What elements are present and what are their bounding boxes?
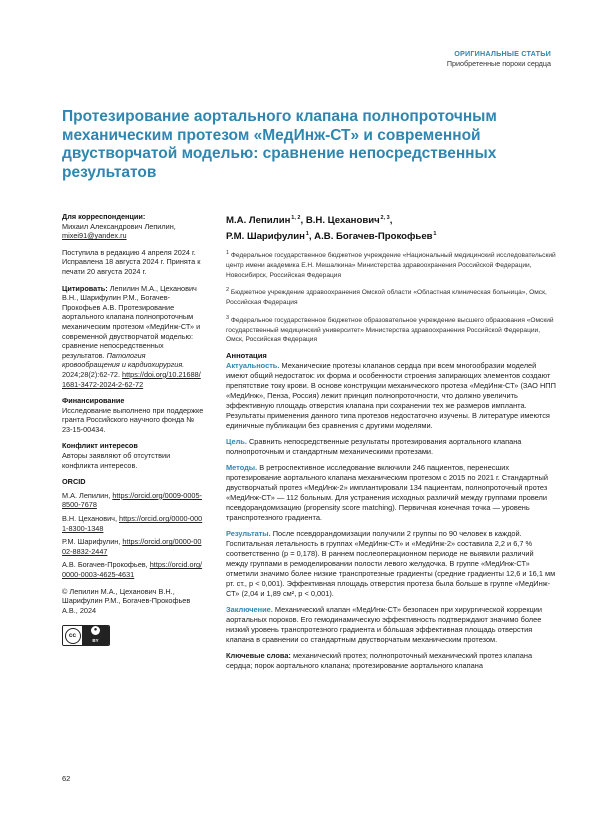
orcid-item (62, 560, 204, 579)
conflict-heading: Конфликт интересов (62, 441, 138, 451)
running-header (447, 49, 551, 69)
abstract-conclusion: Заключение. Механический клапан «МедИнж-СТ» безопасен при хирургической коррекции аортальных пороков. Его гемодинамическую эффективность подтверждают значимо более низкий уровень транспротезного градиента и бóльшая эффективная площадь отверстия клапана в сравнении со стандартным двустворчатым механическим протезом. (226, 604, 543, 644)
author-name: А.В. Богачев-Прокофьев (314, 230, 433, 242)
abstract-aim: Цель. Сравнить непосредственные результаты протезирования аортального клапана полнопроточным и стандартным механическими протезами. (226, 436, 522, 456)
author-affil-sup: 1 (433, 230, 437, 237)
orcid-author: М.А. Лепилин, (62, 490, 111, 500)
person-icon: ● (91, 626, 100, 635)
cite-doi-link[interactable]: https://doi.org/10.21688/1681-3472-2024-2-62-72 (62, 369, 201, 389)
correspondence-email-link[interactable]: mixei91@yandex.ru (62, 231, 127, 241)
funding-heading: Финансирование (62, 396, 125, 406)
affiliation: $^1$ Федеральное государственное бюджетное учреждение «Национальный медицинский исследовательский центр имени академика Е.Н. Мешалкина» Министерства здравоохранения Российской Федерации, Новосибирск, Российская Федерация (226, 250, 556, 279)
orcid-link[interactable]: https://orcid.org/0000-0002-8832-2447 (62, 537, 202, 556)
correspondence-heading: Для корреспонденции: (62, 212, 146, 221)
affiliation: $^2$ Бюджетное учреждение здравоохранения Омской области «Областная клиническая больница», Омск, Российская Федерация (226, 287, 547, 307)
author-affil-sup: 1 (305, 230, 309, 237)
abstract-methods: Методы. В ретроспективное исследование включили 246 пациентов, перенесших протезирование аортального клапана механическим протезом с 2015 по 2021 г. Стандартный двустворчатый протез «МедИнж-2» имплантировали 134 пациентам, полнопроточный протез «МедИнж-СТ» — 112 больным. Для устранения исходных различий между группами провели псевдорандомизацию (propensity score matching). Первичная конечная точка — уровень транспротезного градиента. (226, 462, 548, 522)
funding-text: Исследование выполнено при поддержке гранта Российского научного фонда № 23-15-00434. (62, 405, 204, 434)
cc-icon: cc (65, 628, 81, 644)
conflict-text: Авторы заявляют об отсутствии конфликта интересов. (62, 451, 171, 470)
author-affil-sup: 1, 2 (291, 215, 301, 221)
sidebar-info (62, 212, 204, 646)
keywords: Ключевые слова: механический протез; полнопроточный механический протез клапана сердца; порок аортального клапана; протезирование аортального клапана (226, 650, 533, 670)
orcid-link[interactable]: https://orcid.org/0000-0001-8300-1348 (62, 514, 203, 533)
cite-heading: Цитировать: (62, 283, 108, 293)
subsection-label: Приобретенные пороки сердца (446, 59, 551, 68)
orcid-item (62, 491, 204, 510)
dates-text: Поступила в редакцию 4 апреля 2024 г. Исправлена 18 августа 2024 г. Принята к печати 20 августа 2024 г. (62, 247, 201, 276)
orcid-link[interactable]: https://orcid.org/0000-0003-4625-4631 (62, 560, 203, 579)
cite-issue: 2024;28(2):62-72. (62, 369, 121, 379)
orcid-author: А.В. Богачев-Прокофьев, (62, 560, 148, 570)
abstract-heading: Аннотация (226, 350, 267, 360)
cite-text: Лепилин М.А., Цеханович В.Н., Шарифулин Р.М., Богачев-Прокофьев А.В. Протезирование аортального клапана полнопроточным механическим протезом «МедИнж-СТ» и современной двустворчатой моделью: сравнение непосредственных результатов. (62, 283, 201, 360)
orcid-item (62, 537, 204, 556)
section-label: ОРИГИНАЛЬНЫЕ СТАТЬИ (454, 49, 551, 58)
copyright-text: © Лепилин М.А., Цеханович В.Н., Шарифулин Р.М., Богачев-Прокофьев А.В., 2024 (62, 586, 191, 615)
correspondence-name: Михаил Александрович Лепилин, (62, 221, 176, 231)
affiliation: $^3$ Федеральное государственное бюджетное образовательное учреждение высшего образования «Омский государственный медицинский университет» Министерства здравоохранения Российской Федерации, Омск, Российская Федерация (226, 314, 554, 344)
orcid-author: В.Н. Цеханович, (62, 514, 118, 524)
author-name: М.А. Лепилин (226, 215, 291, 227)
cite-journal: Патология кровообращения и кардиохирургия. (62, 350, 185, 370)
abstract-relevance: Актуальность. Механические протезы клапанов сердца при всем многообразии моделей имеют общий недостаток: их форма и особенности строения запирающих элементов создают препятствие току крови. В основе конструкции механического протеза «МедИнж-СТ» (ЗАО НПП «МедИнж», Пенза, Россия) лежит принцип полнопроточности, что должно увеличить эффективную площадь отверстия клапана при сохранении тех же размеров импланта. Результаты применения данного типа протезов недостаточно изучены. В литературе имеются единичные публикации без сравнения с другими моделями. (226, 360, 556, 430)
orcid-author: Р.М. Шарифулин, (62, 537, 121, 547)
article-title: Протезирование аортального клапана полнопроточным механическим протезом «МедИнж-СТ» и современной двустворчатой моделью: сравнение непосредственных результатов (62, 108, 497, 181)
page-number: 62 (62, 774, 71, 783)
cc-by-license-badge[interactable] (62, 625, 110, 646)
orcid-item (62, 514, 204, 533)
author-affil-sup: 2, 3 (380, 215, 390, 221)
orcid-heading: ORCID (62, 477, 86, 487)
abstract-results: Результаты. После псевдорандомизации получили 2 группы по 90 человек в каждой. Госпитальная летальность в группах «МедИнж-СТ» и «МедИнж-2» составила 2,2 и 6,7 % соответственно (p = 0,178). В раннем послеоперационном периоде не выявили различий между группами в ремоделировании полости левого желудочка. В группе «МедИнж-СТ» отметили значимо более низкие транспротезные градиенты (средние градиенты 12,6 и 16,1 мм рт. ст., p < 0,001). Эффективная площадь отверстия протеза была больше в группе «МедИнж-СТ» (2,04 и 1,89 см², p < 0,001). (226, 528, 556, 598)
orcid-link[interactable]: https://orcid.org/0009-0005-8500-7678 (62, 490, 202, 510)
author-name: Р.М. Шарифулин (226, 230, 305, 242)
main-column (226, 212, 556, 677)
author-list: М.А. Лепилин $^{1, 2}$, В.Н. Цеханович $^{2, 3}$, Р.М. Шарифулин $^1$, А.В. Богачев-Прокофьев $^1$ (226, 215, 437, 242)
author-name: В.Н. Цеханович (305, 215, 380, 227)
by-label: BY (92, 638, 99, 644)
